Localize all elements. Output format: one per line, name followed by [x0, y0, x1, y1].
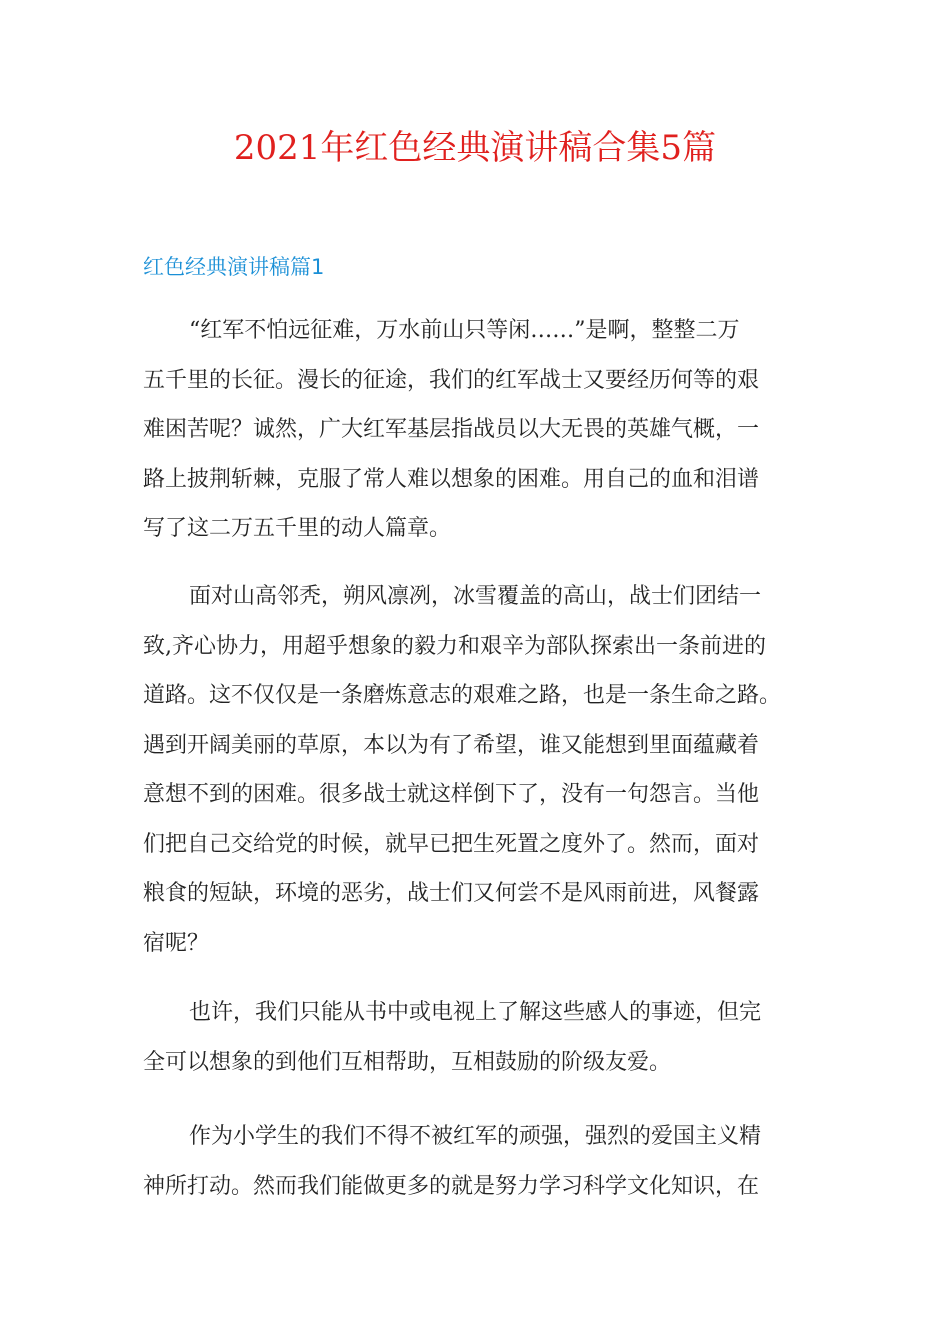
- paragraph-line: 致,齐心协力，用超乎想象的毅力和艰辛为部队探索出一条前进的: [143, 633, 766, 659]
- paragraph-4: [143, 1112, 815, 1211]
- paragraph-1: [143, 306, 815, 554]
- paragraph-line: 面对山高邻秃，朔风凛冽，冰雪覆盖的高山，战士们团结一: [189, 584, 762, 609]
- paragraph-line: 道路。这不仅仅是一条磨炼意志的艰难之路，也是一条生命之路。: [143, 683, 782, 708]
- paragraph-line: 宿呢？: [143, 930, 210, 956]
- paragraph-line: 意想不到的困难。很多战士就这样倒下了，没有一句怨言。当他: [143, 782, 760, 807]
- paragraph-line: 神所打动。然而我们能做更多的就是努力学习科学文化知识，在: [143, 1173, 760, 1199]
- paragraph-line: 路上披荆斩棘，克服了常人难以想象的困难。用自己的血和泪谱: [143, 466, 760, 492]
- paragraph-line: 五千里的长征。漫长的征途，我们的红军战士又要经历何等的艰: [143, 367, 760, 393]
- paragraph-line: 难困苦呢？诚然，广大红军基层指战员以大无畏的英雄气概，一: [143, 417, 760, 442]
- paragraph-line: 作为小学生的我们不得不被红军的顽强，强烈的爱国主义精: [189, 1124, 762, 1149]
- paragraph-line: “红军不怕远征难，万水前山只等闲……”是啊，整整二万: [189, 318, 740, 343]
- paragraph-line: 也许，我们只能从书中或电视上了解这些感人的事迹，但完: [189, 1000, 762, 1025]
- document-title: 2021年红色经典演讲稿合集5篇: [233, 128, 717, 168]
- section-heading: 红色经典演讲稿篇1: [143, 255, 325, 279]
- paragraph-3: [143, 988, 815, 1087]
- paragraph-line: 遇到开阔美丽的草原，本以为有了希望，谁又能想到里面蕴藏着: [143, 732, 760, 758]
- paragraph-line: 们把自己交给党的时候，就早已把生死置之度外了。然而，面对: [143, 831, 760, 857]
- paragraph-line: 写了这二万五千里的动人篇章。: [143, 516, 452, 541]
- paragraph-line: 粮食的短缺，环境的恶劣，战士们又何尝不是风雨前进，风餐露: [143, 881, 760, 906]
- paragraph-2: [143, 572, 815, 968]
- paragraph-line: 全可以想象的到他们互相帮助，互相鼓励的阶级友爱。: [143, 1049, 672, 1075]
